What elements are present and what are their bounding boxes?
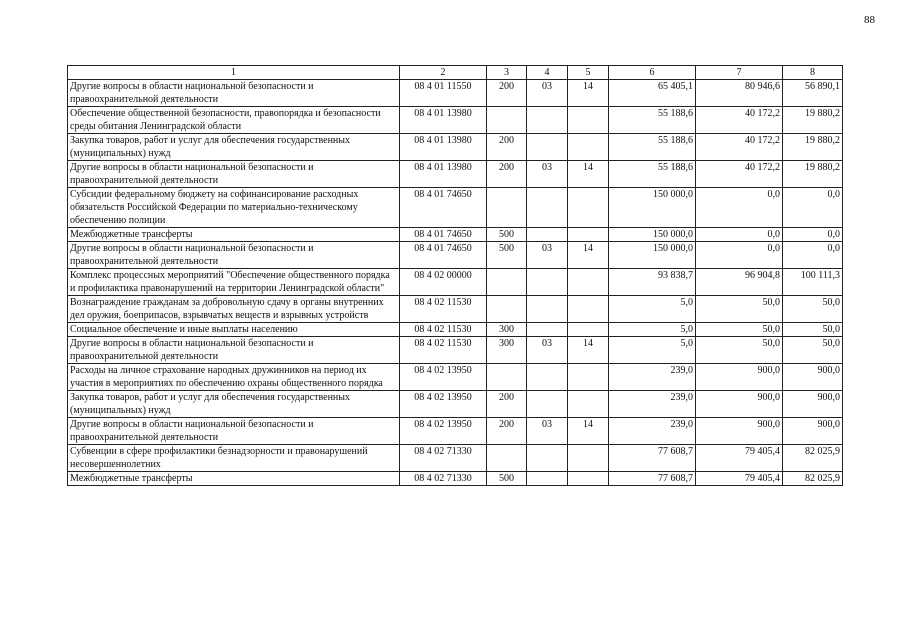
row-name-cell: Комплекс процессных мероприятий "Обеспечение общественного порядка и профилактика правонарушений на территории Ленинградской области": [68, 269, 400, 296]
column-number: 7: [696, 66, 783, 80]
row-subsection-cell: [568, 107, 609, 134]
row-code-cell: 08 4 01 13980: [400, 161, 487, 188]
row-code-cell: 08 4 01 13980: [400, 107, 487, 134]
row-value-cell: 150 000,0: [609, 228, 696, 242]
table-row: [68, 445, 843, 472]
row-name-cell: Другие вопросы в области национальной безопасности и правоохранительной деятельности: [68, 242, 400, 269]
row-section-cell: [527, 269, 568, 296]
row-value-cell: 79 405,4: [696, 472, 783, 486]
row-name-cell: Социальное обеспечение и иные выплаты населению: [68, 323, 400, 337]
row-name-cell: Расходы на личное страхование народных дружинников на период их участия в мероприятиях по обеспечению охраны общественного порядка: [68, 364, 400, 391]
row-type-cell: 200: [487, 391, 527, 418]
row-value-cell: 239,0: [609, 364, 696, 391]
row-code-cell: 08 4 02 13950: [400, 418, 487, 445]
budget-table: [67, 65, 843, 486]
row-name-cell: Другие вопросы в области национальной безопасности и правоохранительной деятельности: [68, 161, 400, 188]
row-subsection-cell: [568, 445, 609, 472]
table-row: [68, 80, 843, 107]
row-name-cell: Другие вопросы в области национальной безопасности и правоохранительной деятельности: [68, 80, 400, 107]
row-code-cell: 08 4 02 11530: [400, 296, 487, 323]
row-name-cell: Межбюджетные трансферты: [68, 228, 400, 242]
row-value-cell: 79 405,4: [696, 445, 783, 472]
row-type-cell: [487, 445, 527, 472]
row-value-cell: 150 000,0: [609, 242, 696, 269]
page-number: 88: [864, 14, 875, 26]
column-number: 2: [400, 66, 487, 80]
row-name-cell: Закупка товаров, работ и услуг для обеспечения государственных (муниципальных) нужд: [68, 391, 400, 418]
row-section-cell: 03: [527, 337, 568, 364]
row-section-cell: [527, 134, 568, 161]
row-value-cell: 900,0: [696, 418, 783, 445]
row-value-cell: 150 000,0: [609, 188, 696, 228]
row-section-cell: [527, 364, 568, 391]
row-value-cell: 65 405,1: [609, 80, 696, 107]
row-value-cell: 900,0: [783, 391, 843, 418]
row-code-cell: 08 4 02 11530: [400, 337, 487, 364]
row-subsection-cell: [568, 323, 609, 337]
row-value-cell: 55 188,6: [609, 107, 696, 134]
row-section-cell: [527, 188, 568, 228]
row-value-cell: 40 172,2: [696, 134, 783, 161]
row-value-cell: 900,0: [696, 391, 783, 418]
row-subsection-cell: 14: [568, 161, 609, 188]
row-code-cell: 08 4 02 13950: [400, 391, 487, 418]
row-section-cell: [527, 472, 568, 486]
row-value-cell: 900,0: [783, 418, 843, 445]
row-value-cell: 100 111,3: [783, 269, 843, 296]
row-subsection-cell: [568, 134, 609, 161]
row-value-cell: 50,0: [696, 323, 783, 337]
row-section-cell: 03: [527, 161, 568, 188]
column-number: 5: [568, 66, 609, 80]
column-number: 8: [783, 66, 843, 80]
table-body: [68, 66, 843, 486]
table-row: [68, 188, 843, 228]
row-code-cell: 08 4 01 11550: [400, 80, 487, 107]
row-subsection-cell: [568, 364, 609, 391]
row-code-cell: 08 4 01 74650: [400, 188, 487, 228]
row-section-cell: 03: [527, 80, 568, 107]
row-type-cell: [487, 107, 527, 134]
row-value-cell: 40 172,2: [696, 161, 783, 188]
row-value-cell: 0,0: [783, 242, 843, 269]
row-type-cell: [487, 188, 527, 228]
row-section-cell: [527, 445, 568, 472]
row-name-cell: Обеспечение общественной безопасности, правопорядка и безопасности среды обитания Ленинградской области: [68, 107, 400, 134]
row-type-cell: 200: [487, 80, 527, 107]
row-code-cell: 08 4 02 71330: [400, 445, 487, 472]
row-code-cell: 08 4 01 74650: [400, 242, 487, 269]
row-value-cell: 0,0: [783, 228, 843, 242]
row-value-cell: 50,0: [696, 337, 783, 364]
column-number: 1: [68, 66, 400, 80]
row-section-cell: 03: [527, 242, 568, 269]
column-number: 4: [527, 66, 568, 80]
row-type-cell: [487, 296, 527, 323]
row-subsection-cell: 14: [568, 80, 609, 107]
row-subsection-cell: 14: [568, 337, 609, 364]
row-name-cell: Другие вопросы в области национальной безопасности и правоохранительной деятельности: [68, 418, 400, 445]
row-value-cell: 5,0: [609, 337, 696, 364]
row-value-cell: 0,0: [696, 242, 783, 269]
row-code-cell: 08 4 02 11530: [400, 323, 487, 337]
row-subsection-cell: [568, 269, 609, 296]
row-name-cell: Другие вопросы в области национальной безопасности и правоохранительной деятельности: [68, 337, 400, 364]
table-row: [68, 364, 843, 391]
row-value-cell: 0,0: [696, 188, 783, 228]
row-code-cell: 08 4 02 13950: [400, 364, 487, 391]
table-row: [68, 242, 843, 269]
row-value-cell: 50,0: [783, 323, 843, 337]
row-type-cell: 200: [487, 161, 527, 188]
table-row: [68, 161, 843, 188]
row-value-cell: 96 904,8: [696, 269, 783, 296]
row-name-cell: Субвенции в сфере профилактики безнадзорности и правонарушений несовершеннолетних: [68, 445, 400, 472]
table-row: [68, 391, 843, 418]
row-section-cell: [527, 228, 568, 242]
row-value-cell: 55 188,6: [609, 161, 696, 188]
row-value-cell: 0,0: [783, 188, 843, 228]
row-value-cell: 55 188,6: [609, 134, 696, 161]
row-code-cell: 08 4 01 74650: [400, 228, 487, 242]
row-value-cell: 77 608,7: [609, 472, 696, 486]
table-row: [68, 418, 843, 445]
row-value-cell: 77 608,7: [609, 445, 696, 472]
row-name-cell: Субсидии федеральному бюджету на софинансирование расходных обязательств Российской Федерации по материально-техническому обеспечению полиции: [68, 188, 400, 228]
row-type-cell: [487, 269, 527, 296]
row-value-cell: 5,0: [609, 323, 696, 337]
table-row: [68, 228, 843, 242]
row-name-cell: Вознаграждение гражданам за добровольную сдачу в органы внутренних дел оружия, боеприпасов, взрывчатых веществ и взрывных устройств: [68, 296, 400, 323]
row-subsection-cell: [568, 228, 609, 242]
row-type-cell: 200: [487, 134, 527, 161]
row-name-cell: Межбюджетные трансферты: [68, 472, 400, 486]
row-value-cell: 50,0: [783, 337, 843, 364]
row-type-cell: 200: [487, 418, 527, 445]
row-subsection-cell: 14: [568, 418, 609, 445]
row-value-cell: 19 880,2: [783, 161, 843, 188]
row-value-cell: 82 025,9: [783, 445, 843, 472]
row-code-cell: 08 4 02 71330: [400, 472, 487, 486]
row-value-cell: 80 946,6: [696, 80, 783, 107]
row-section-cell: [527, 391, 568, 418]
row-value-cell: 56 890,1: [783, 80, 843, 107]
row-value-cell: 5,0: [609, 296, 696, 323]
row-type-cell: 500: [487, 472, 527, 486]
table-row: [68, 296, 843, 323]
row-code-cell: 08 4 01 13980: [400, 134, 487, 161]
table-row: [68, 269, 843, 296]
row-subsection-cell: [568, 188, 609, 228]
table-row: [68, 107, 843, 134]
row-section-cell: [527, 323, 568, 337]
row-value-cell: 900,0: [696, 364, 783, 391]
row-code-cell: 08 4 02 00000: [400, 269, 487, 296]
row-value-cell: 19 880,2: [783, 134, 843, 161]
column-number: 6: [609, 66, 696, 80]
row-name-cell: Закупка товаров, работ и услуг для обеспечения государственных (муниципальных) нужд: [68, 134, 400, 161]
row-value-cell: 239,0: [609, 418, 696, 445]
row-subsection-cell: [568, 391, 609, 418]
row-type-cell: 500: [487, 228, 527, 242]
row-type-cell: 300: [487, 337, 527, 364]
row-section-cell: 03: [527, 418, 568, 445]
row-value-cell: 93 838,7: [609, 269, 696, 296]
table-row: [68, 337, 843, 364]
row-value-cell: 82 025,9: [783, 472, 843, 486]
row-value-cell: 40 172,2: [696, 107, 783, 134]
row-subsection-cell: [568, 296, 609, 323]
row-value-cell: 239,0: [609, 391, 696, 418]
row-value-cell: 50,0: [783, 296, 843, 323]
row-value-cell: 900,0: [783, 364, 843, 391]
column-number-row: [68, 66, 843, 80]
table-row: [68, 134, 843, 161]
table-row: [68, 323, 843, 337]
row-type-cell: [487, 364, 527, 391]
row-subsection-cell: [568, 472, 609, 486]
row-value-cell: 50,0: [696, 296, 783, 323]
row-subsection-cell: 14: [568, 242, 609, 269]
row-section-cell: [527, 107, 568, 134]
row-value-cell: 19 880,2: [783, 107, 843, 134]
row-section-cell: [527, 296, 568, 323]
column-number: 3: [487, 66, 527, 80]
row-type-cell: 300: [487, 323, 527, 337]
table-row: [68, 472, 843, 486]
row-type-cell: 500: [487, 242, 527, 269]
row-value-cell: 0,0: [696, 228, 783, 242]
